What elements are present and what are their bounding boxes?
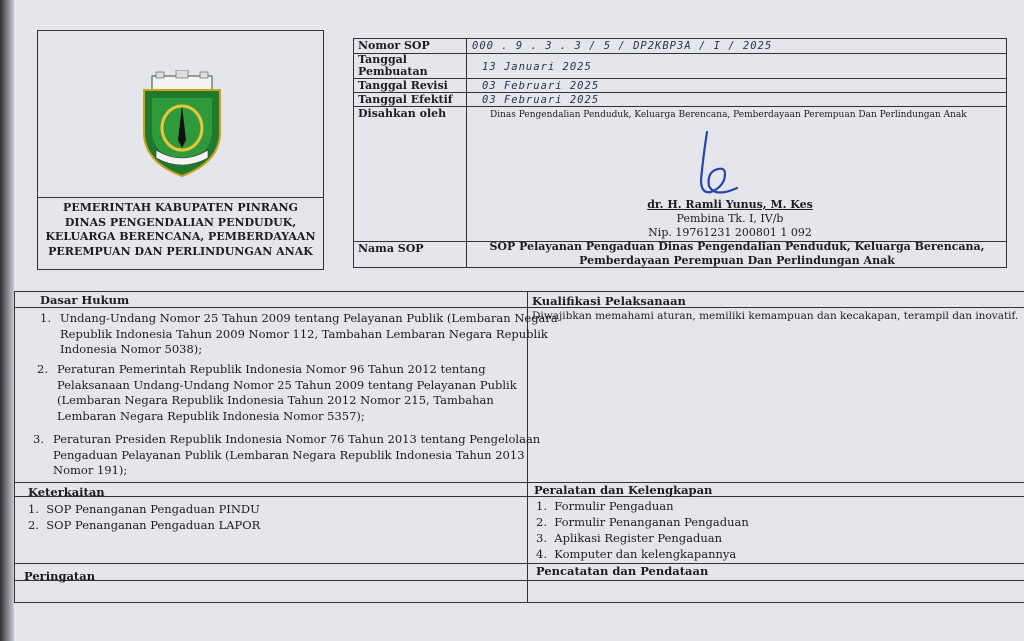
approved-by-label: Disahkan oleh xyxy=(358,107,447,120)
legal-basis-item: Peraturan Pemerintah Republik Indonesia Nomor 96 Tahun 2012 tentang Pelaksanaan Undang-Undang Nomor 25 Tahun 2009 tentang Pelayanan Publik (Lembaran Negara Republik Indonesia Tahun 2012 Nomor 215, Tambahan Lembaran Negara Republik Indonesia Nomor 5357); xyxy=(57,362,517,423)
sop-number-label: Nomor SOP xyxy=(358,39,430,52)
creation-date-label: Tanggal xyxy=(358,53,407,66)
agency-name-line2: KELUARGA BERENCANA, PEMBERDAYAAN xyxy=(45,230,316,243)
legal-basis-num: 1. xyxy=(40,311,51,325)
related-sop-item: 2. SOP Penanganan Pengaduan LAPOR xyxy=(28,518,261,532)
warning-title: Peringatan xyxy=(24,569,96,583)
effective-date-value: 03 Februari 2025 xyxy=(482,94,600,106)
signer-name: dr. H. Ramli Yunus, M. Kes xyxy=(647,198,813,211)
creation-date-label-2: Pembuatan xyxy=(358,65,428,78)
pinrang-emblem-icon xyxy=(136,70,228,180)
qualification-title: Kualifikasi Pelaksanaan xyxy=(532,294,686,308)
agency-government-title: PEMERINTAH KABUPATEN PINRANG xyxy=(63,201,298,214)
revision-date-label: Tanggal Revisi xyxy=(358,79,448,92)
signer-rank: Pembina Tk. I, IV/b xyxy=(676,212,784,225)
effective-date-label: Tanggal Efektif xyxy=(358,93,453,106)
related-sop-item: 1. SOP Penanganan Pengaduan PINDU xyxy=(28,502,260,516)
legal-basis-item: Undang-Undang Nomor 25 Tahun 2009 tentang Pelayanan Publik (Lembaran Negara Republik Indonesia Tahun 2009 Nomor 112, Tambahan Lembaran Negara Republik Indonesia Nomor 5038); xyxy=(60,311,558,357)
agency-name-line3: PEREMPUAN DAN PERLINDUNGAN ANAK xyxy=(48,245,313,258)
approved-by-value: Dinas Pengendalian Penduduk, Keluarga Berencana, Pemberdayaan Perempuan Dan Perlindungan Anak xyxy=(490,110,967,120)
equipment-item: 2. Formulir Penanganan Pengaduan xyxy=(536,515,749,529)
page-edge-shadow xyxy=(0,0,14,641)
agency-name-line1: DINAS PENGENDALIAN PENDUDUK, xyxy=(64,216,297,229)
sop-name-value-line1: SOP Pelayanan Pengaduan Dinas Pengendalian Penduduk, Keluarga Berencana, xyxy=(489,240,985,253)
signer-nip: Nip. 19761231 200801 1 092 xyxy=(648,226,812,239)
equipment-item: 1. Formulir Pengaduan xyxy=(536,499,674,513)
signature-icon xyxy=(685,128,745,200)
legal-basis-item: Peraturan Presiden Republik Indonesia Nomor 76 Tahun 2013 tentang Pengelolaan Pengaduan Pelayanan Publik (Lembaran Negara Republik Indonesia Tahun 2013 Nomor 191); xyxy=(53,432,541,478)
related-sop-title: Keterkaitan xyxy=(28,485,105,499)
legal-basis-num: 2. xyxy=(37,362,48,376)
revision-date-value: 03 Februari 2025 xyxy=(482,80,600,92)
legal-basis-num: 3. xyxy=(33,432,44,446)
equipment-item: 3. Aplikasi Register Pengaduan xyxy=(536,531,723,545)
sop-name-value-line2: Pemberdayaan Perempuan Dan Perlindungan Anak xyxy=(579,254,895,267)
sop-name-label: Nama SOP xyxy=(358,242,424,255)
sop-number-value: 000 . 9 . 3 . 3 / 5 / DP2KBP3A / I / 2025 xyxy=(472,40,773,52)
legal-basis-title: Dasar Hukum xyxy=(40,293,130,307)
equipment-title: Peralatan dan Kelengkapan xyxy=(534,483,713,497)
qualification-text: Diwajibkan memahami aturan, memiliki kemampuan dan kecakapan, terampil dan inovatif. xyxy=(532,310,1019,322)
equipment-item: 4. Komputer dan kelengkapannya xyxy=(536,547,737,561)
recording-title: Pencatatan dan Pendataan xyxy=(536,564,709,578)
creation-date-value: 13 Januari 2025 xyxy=(482,61,592,73)
